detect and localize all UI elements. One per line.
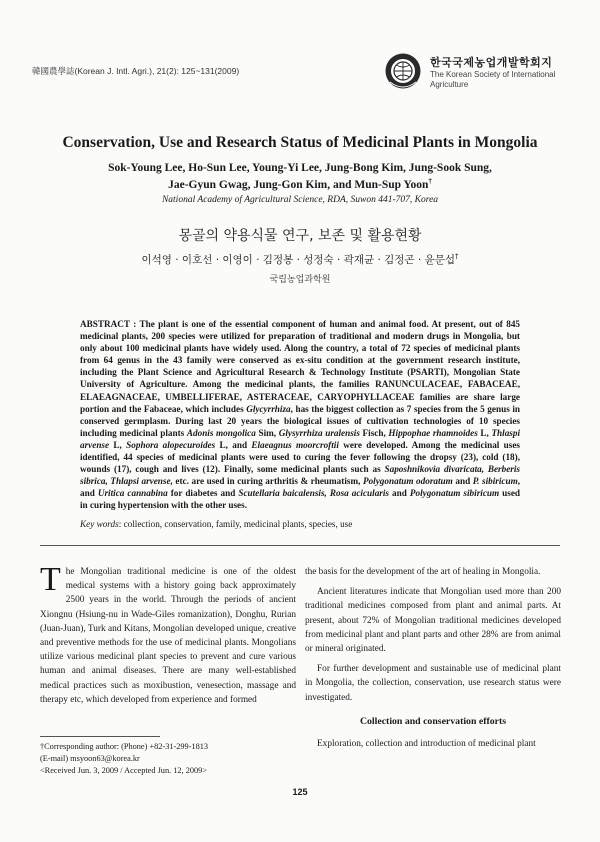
authors-line-2-text: Jae-Gyun Gwag, Jung-Gon Kim, and Mun-Sup Yoon [168, 178, 429, 191]
body-paragraph: Exploration, collection and introduction of medicinal plant [317, 739, 536, 750]
section-heading: Collection and conservation efforts [359, 715, 507, 727]
abstract-text: L, [480, 427, 489, 438]
body-paragraph: the basis for the development of the art of healing in Mongolia. [305, 567, 541, 577]
abstract-text: Fisch, [362, 427, 386, 438]
body-column-right [305, 565, 561, 757]
abstract-text: L, and [219, 439, 248, 450]
abstract-species: Polygonatum odoratum [362, 476, 453, 487]
society-name-english-line2: Agriculture [430, 80, 469, 89]
drop-cap: T [40, 561, 61, 598]
abstract-species: Glysyrrhiza uralensis [278, 427, 360, 438]
abstract-species: Adonis mongolica [186, 427, 256, 438]
abstract-text: , and [80, 476, 521, 499]
body-paragraph: Ancient literatures indicate that Mongolian used more than 200 traditional medicines composed from plant and animal parts. At present, about 72% of Mongolian traditional medicines developed from medicinal plant and plant parts and other 28% are from animal or mineral originated. [305, 587, 561, 655]
intro-paragraph [40, 561, 296, 707]
abstract-text: L, [113, 439, 122, 450]
abstract-text: for diabetes and [170, 488, 236, 499]
abstract-species: Polygonatum sibiricum [409, 488, 500, 499]
korean-corresponding-mark: † [455, 252, 459, 261]
abstract-species: Elaeagnus moorcroftii [251, 439, 339, 450]
abstract-species: Glycyrrhiza [246, 403, 291, 414]
korean-title: 몽골의 약용식물 연구, 보존 및 활용현황 [178, 228, 422, 244]
society-header [384, 52, 574, 94]
authors-line-2 [0, 177, 600, 191]
page-number: 125 [292, 787, 308, 797]
footnote-email: (E-mail) msyoon63@korea.kr [40, 754, 140, 763]
keywords-label: Key words [80, 519, 119, 529]
abstract-text: and [455, 476, 471, 487]
paper-title: Conservation, Use and Research Status of Medicinal Plants in Mongolia [62, 134, 538, 151]
abstract-text: and [392, 488, 407, 499]
abstract-text: , has the biggest collection as 7 species from the 5 genus in conserved germplasm. During last 20 years the biological issues of cultivation technologies of 10 species including medicinal plants [80, 403, 520, 438]
abstract-text: etc. are used in curing arthritis & rheumatism, [175, 476, 361, 487]
journal-reference: 韓國農學誌(Korean J. Intl. Agri.), 21(2): 125~131(2009) [32, 66, 240, 76]
korean-affiliation: 국립농업과학원 [269, 275, 331, 285]
abstract-species: P. sibiricum [472, 476, 518, 487]
authors-line-1: Sok-Young Lee, Ho-Sun Lee, Young-Yi Lee, Jung-Bong Kim, Jung-Sook Sung, [108, 162, 492, 174]
body-paragraph: For further development and sustainable use of medicinal plant in Mongolia, the collection, conservation, use research status were investigated. [305, 664, 561, 703]
intro-paragraph-text: he Mongolian traditional medicine is one of the oldest medical systems with a history going back approximately 2500 years in the world. Through the periods of ancient Xiongnu (Hsiung-nu in Wade-Giles romanization), Donghu, Rurian (Juan-Juan), Turk and Kitans, Mongolian developed unique, creative and preventive methods for the use of medicinal plants. Mongolians utilize various medicinal plant species to prevent and cure various human and animal diseases. There are many well-established medical practices such as moxibustion, venesection, massage and therapy etc, which developed from experience and formed [40, 567, 296, 705]
footnote-divider [40, 736, 160, 737]
society-name-korean: 한국국제농업개발학회지 [430, 56, 553, 69]
keywords-text: : collection, conservation, family, medicinal plants, species, use [118, 519, 353, 529]
abstract-species: Sophora alopecuroides [126, 439, 216, 450]
abstract [80, 318, 520, 512]
korean-authors-text: 이석영 · 이호선 · 이영이 · 김정봉 · 성정숙 · 곽재균 · 김정곤 · 윤문섭 [141, 254, 456, 266]
abstract-text: Sim, [258, 427, 277, 438]
abstract-text: The plant is one of the essential component of human and animal food. At present, out of 845 medicinal plants, 200 species were utilized for preparation of traditional and modern drugs in Mongolia, but only about 100 medicinal plants have widely used. Along the country, a total of 72 species of medicinal plants from 64 genus in the 43 family were conserved as ex-situ condition at the government research institute, including the Plant Science and Agricultural Research & Technology Institute (PSARTI), Mongolian State University of Agriculture. Among the medicinal plants, the families RANUNCULACEAE, FABACEAE, ELAEAGNACEAE, UMBELLIFERAE, ASTERACEAE, CARYOPHYLLACEAE families are share large portion and the Fabaceae, which includes [80, 319, 521, 414]
abstract-species: Uritica cannabina [97, 488, 168, 499]
keywords [80, 519, 520, 529]
abstract-species: Scutellaria baicalensis, Rosa acicularis [238, 488, 390, 499]
abstract-label: ABSTRACT : [80, 319, 137, 329]
abstract-divider [40, 545, 560, 546]
footnote-received: <Received Jun. 3, 2009 / Accepted Jun. 12, 2009> [40, 766, 207, 775]
abstract-species: Hippophae rhamnoides [388, 427, 478, 438]
affiliation: National Academy of Agricultural Science, RDA, Suwon 441-707, Korea [161, 195, 439, 205]
abstract-species: Thlaspi arvense [80, 427, 521, 450]
footnote-corresponding: †Corresponding author: (Phone) +82-31-299-1813 [40, 742, 209, 751]
abstract-species: Saposhnikovia divaricata, Berberis sibrica, Thlapsi arvense, [80, 464, 521, 487]
body-column-left [40, 561, 296, 713]
corresponding-author-mark: † [428, 177, 432, 185]
abstract-text: were developed. Among the medicinal uses identified, 44 species of medicinal plants were used to curing the fever following the dropsy (23), cold (18), wounds (17), cough and lives (12). Finally, some medicinal plants such as [80, 439, 520, 475]
society-logo-icon [384, 52, 422, 90]
korean-authors [0, 252, 600, 267]
society-name-english-line1: The Korean Society of International [430, 70, 556, 79]
abstract-text: used in curing hypertension with the other uses. [80, 488, 521, 511]
